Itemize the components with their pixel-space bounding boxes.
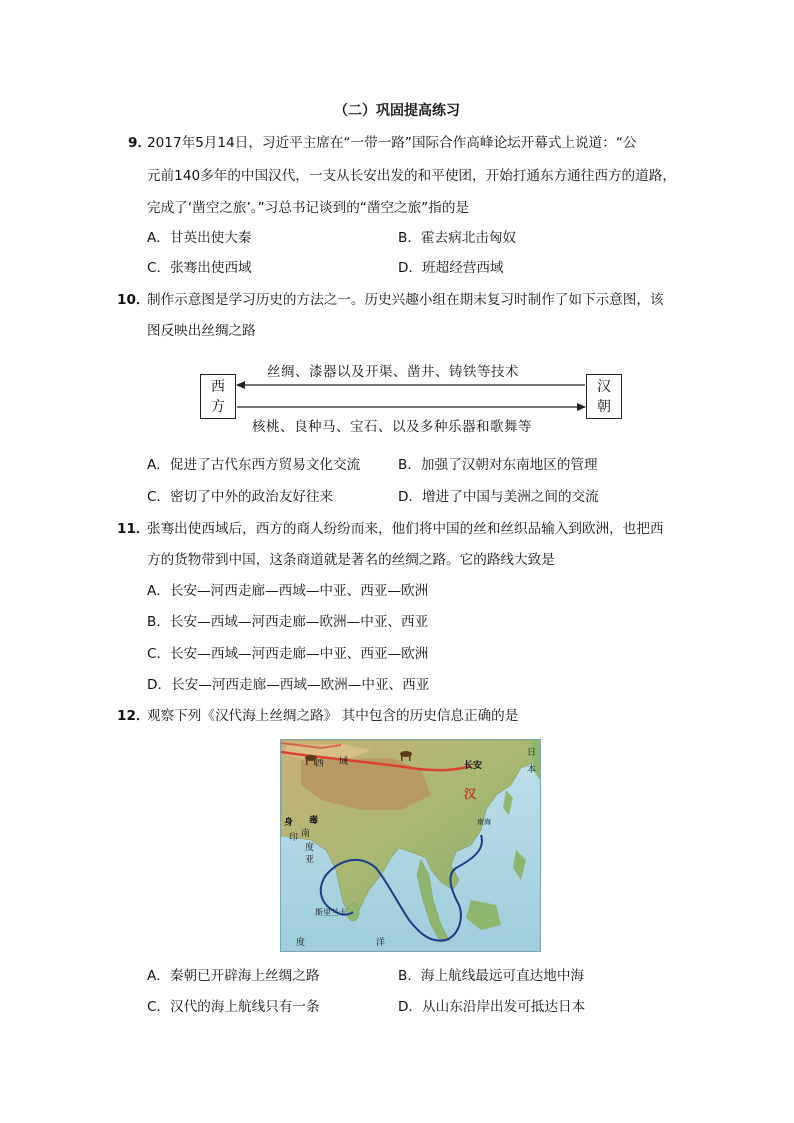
question-text-line: 完成了‘凿空之旅’。”习总书记谈到的“凿空之旅”指的是 [147,200,470,216]
option-b[interactable]: B．霍去病北击匈奴 [398,230,517,246]
question-text-line: 观察下列《汉代海上丝绸之路》 其中包含的历史信息正确的是 [147,708,519,724]
map-label-ben: 本 [527,765,537,775]
option-c[interactable]: C．汉代的海上航线只有一条 [147,999,320,1015]
map-label-shen: 身 [284,818,294,828]
question-number: 10． [117,292,150,308]
option-c[interactable]: C．密切了中外的政治友好往来 [147,489,334,505]
han-box-char: 汉 [597,379,611,395]
question-text-line: 方的货物带到中国，这条商道就是著名的丝绸之路。它的路线大致是 [147,552,555,568]
question-number: 11． [117,521,150,537]
map-label-xi: 西 [315,759,325,769]
map-label-yang: 洋 [376,938,386,948]
map-label-yin: 印 [289,833,299,843]
option-d[interactable]: D．增进了中国与美洲之间的交流 [398,489,599,505]
question-text-line: 制作示意图是学习历史的方法之一。历史兴趣小组在期末复习时制作了如下示意图，该 [147,292,664,308]
option-d[interactable]: D．班超经营西域 [398,260,504,276]
option-c[interactable]: C．长安—西域—河西走廊—中亚、西亚—欧洲 [147,646,429,662]
map-label-changan: 长安 [464,761,483,771]
han-maritime-silk-road-map [280,739,541,952]
map-label-ya: 亚 [305,855,315,865]
arrow-head-west [236,381,245,389]
eastward-goods-label: 核桃、良种马、宝石、以及多种乐器和歌舞等 [252,419,532,435]
map-label-du: 毒 [309,816,319,826]
option-d[interactable]: D．从山东沿岸出发可抵达日本 [398,999,586,1015]
option-d[interactable]: D．长安—河西走廊—西域—欧洲—中亚、西亚 [147,677,430,693]
map-label-du3: 度 [296,938,306,948]
map-label-srilanka: 斯里兰卡 [315,908,347,917]
map-label-han: 汉 [464,787,477,801]
map-label-du2: 度 [305,843,315,853]
question-text-line: 元前140多年的中国汉代，一支从长安出发的和平使团，开始打通东方通往西方的道路， [147,168,676,184]
section-title: （二）巩固提高练习 [334,103,460,119]
option-b[interactable]: B．长安—西域—河西走廊—欧洲—中亚、西亚 [147,614,429,630]
diagram-arrows [235,378,587,414]
question-text-line: 2017年5月14日，习近平主席在“一带一路”国际合作高峰论坛开幕式上说道：“公 [147,135,637,151]
question-text-line: 图反映出丝绸之路 [147,323,256,339]
map-label-south-sea: 南海 [477,818,491,826]
west-box-char: 方 [211,399,225,415]
west-box [200,374,236,419]
option-a[interactable]: A．长安—河西走廊—西域—中亚、西亚—欧洲 [147,583,429,599]
option-b[interactable]: B．海上航线最远可直达地中海 [398,968,585,984]
question-text-line: 张骞出使西域后，西方的商人纷纷而来，他们将中国的丝和丝织品输入到欧洲，也把西 [147,521,664,537]
map-graphic [281,740,540,951]
westward-goods-label: 丝绸、漆器以及开渠、凿井、铸铁等技术 [267,364,519,380]
west-box-char: 西 [211,379,225,395]
han-box [586,374,622,419]
map-label-nan: 南 [301,829,311,839]
option-c[interactable]: C．张骞出使西域 [147,260,252,276]
map-label-yu: 域 [339,757,349,767]
question-number: 9． [128,135,152,151]
question-number: 12． [117,708,150,724]
map-label-ri: 日 [527,748,537,758]
option-a[interactable]: A．秦朝已开辟海上丝绸之路 [147,968,320,984]
option-b[interactable]: B．加强了汉朝对东南地区的管理 [398,457,598,473]
option-a[interactable]: A．促进了古代东西方贸易文化交流 [147,457,361,473]
option-a[interactable]: A．甘英出使大秦 [147,230,252,246]
han-box-char: 朝 [597,399,611,415]
arrow-head-han [577,403,586,411]
